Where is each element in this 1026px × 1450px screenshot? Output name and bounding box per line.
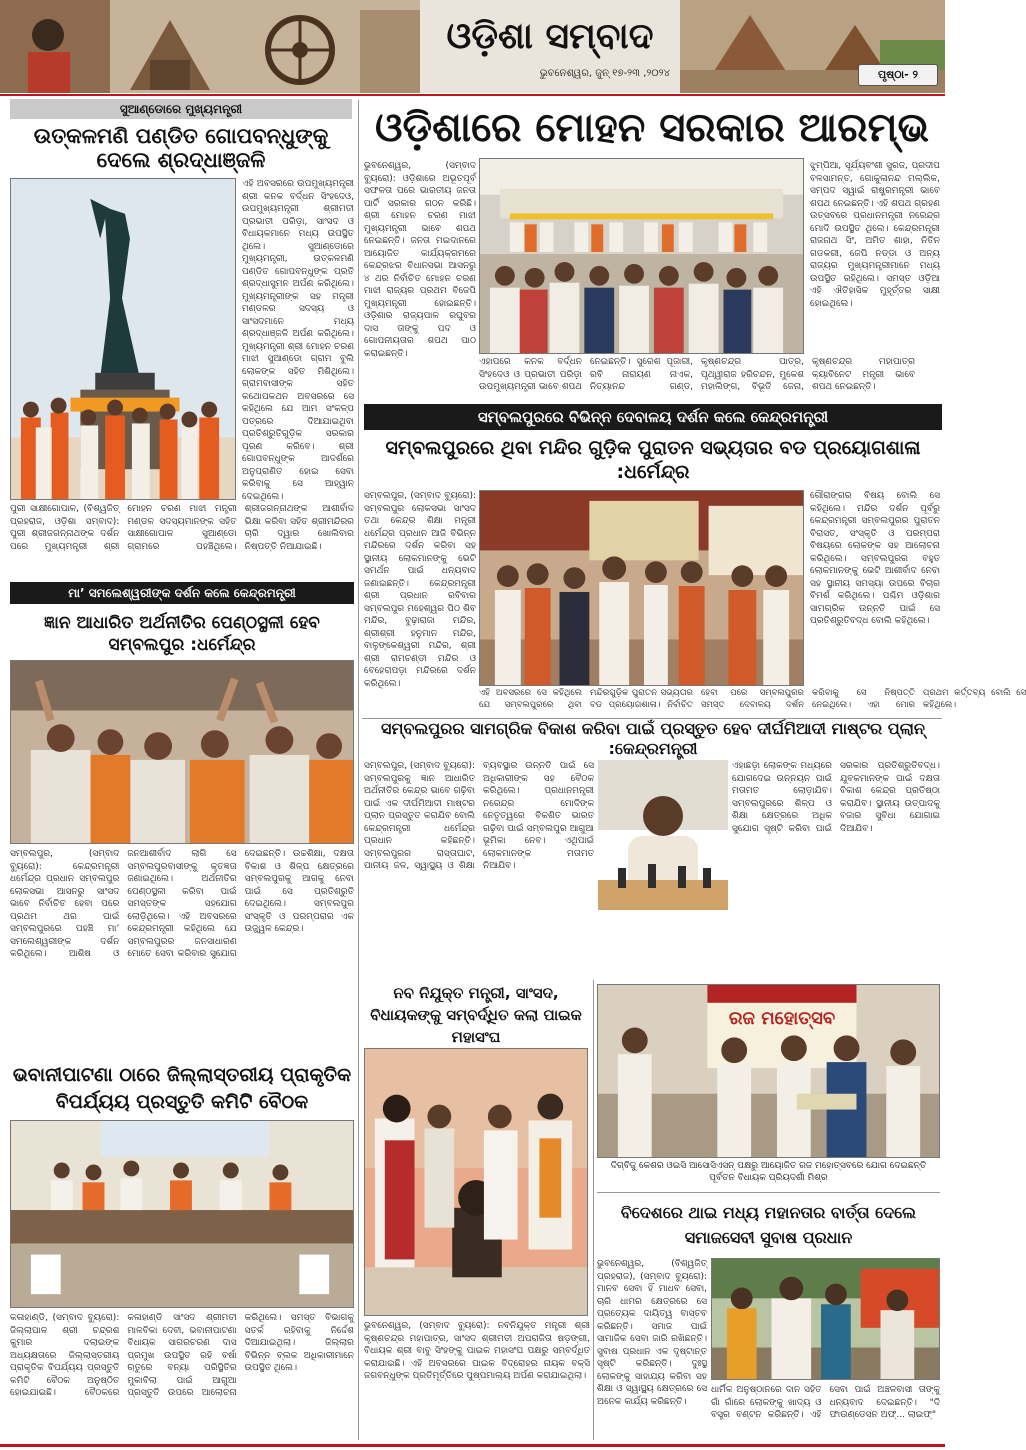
main-photo-felicitation: [364, 1048, 588, 1316]
main-body-under: ଏହାପରେ କନକ ବର୍ଦ୍ଧନ ସିଂହଦେଓ ଓ ପ୍ରଭାତୀ ପରିଡ଼ା ଉପମୁଖ୍ୟମନ୍ତ୍ରୀ ଭାବେ ଶପଥ ନେଇଛନ୍ତି। ସୁରେଶ ପୂଜାରୀ, ରବି ନାରାୟଣ ନାଏକ, ନିତ୍ୟାନନ୍ଦ ଗଣ୍ଡ, କୃଷ୍ଣଚନ୍ଦ୍ର ପାତ୍ର, ପୃଥ୍ୱୀରାଜ ହରିଚନ୍ଦନ, ମୁକେଶ ମହାଲିଙ୍ଗ, ବିଭୂତି ଜେନା, କୃଷ୍ଣଚନ୍ଦ୍ର ମହାପାତ୍ର କ୍ୟାବିନେଟ ମନ୍ତ୍ରୀ ଭାବେ ଶପଥ ନେଇଛନ୍ତି।: [479, 357, 915, 392]
right-photo-social-worker: [711, 1258, 940, 1380]
main-photo-minister: [598, 760, 728, 978]
left-headline2: ଜ୍ଞାନ ଆଧାରିତ ଅର୍ଥନୀତିର ପେଣ୍ଠସ୍ଥଳୀ ହେବ ସମ୍ବଲପୁର :ଧର୍ମେନ୍ଦ୍ର: [44, 613, 320, 655]
column-divider-left: [358, 100, 359, 1440]
masthead-title: ଓଡ଼ିଶା ସମ୍ବାଦ: [446, 14, 654, 57]
left-body3: ସମ୍ବଲପୁର, (ସମ୍ବାଦ ବ୍ୟୁରୋ): କେନ୍ଦ୍ରମନ୍ତ୍ରୀ ଧର୍ମେନ୍ଦ୍ର ପ୍ରଧାନ ସମ୍ବଲପୁର ଲୋକସଭା ଆସନରୁ ସାଂସଦ ଭାବେ ନିର୍ବାଚିତ ହେବା ପରେ ପ୍ରଥମ ଥର ପାଇଁ ସମ୍ବଲପୁରରେ ପହଞ୍ଚି ମା’ ସମଲେଶ୍ୱରୀଙ୍କ ଦର୍ଶନ କରିଥିଲେ। ଆଶିଷ ଓ ଜନଆଶୀର୍ବାଦ ଲାଗି ସେ ସମ୍ବଲପୁରବାସୀଙ୍କୁ କୃତଜ୍ଞତା ଜଣାଇଥିଲେ। ଅର୍ଥନୀତିର ପେଣ୍ଠସ୍ଥଳୀ କରିବା ପାଇଁ ସମସ୍ତଙ୍କ ସହଯୋଗ ଲୋଡ଼ିଥିଲେ। ଏହି ଅବସରରେ କେନ୍ଦ୍ରମନ୍ତ୍ରୀ କହିଥିଲେ ଯେ ସମ୍ବଲପୁରର ଜନସାଧାରଣ ମୋତେ ସେବା କରିବାର ସୁଯୋଗ ଦେଇଛନ୍ତି। ଉଚ୍ଚଶିକ୍ଷା, ଦକ୍ଷତା ବିକାଶ ଓ ଶିଳ୍ପ କ୍ଷେତ୍ରରେ ସମ୍ବଲପୁରକୁ ଆଗକୁ ନେବା ପାଇଁ ସେ ପ୍ରତିଶ୍ରୁତି ଦେଇଥିଲେ। ସମ୍ବଲପୁର ସଂସ୍କୃତି ଓ ପରମ୍ପରାର ଏକ ଉଜ୍ଜ୍ୱଳ କେନ୍ଦ୍ର।: [10, 849, 354, 959]
left-headline3: ଭବାନୀପାଟଣା ଠାରେ ଜିଲ୍ଲାସ୍ତରୀୟ ପ୍ରାକୃତିକ ବିପର୍ଯ୍ୟୟ ପ୍ରସ୍ତୁତି କମିଟି ବୈଠକ: [12, 1064, 352, 1113]
left-photo-statue: [10, 178, 236, 500]
main-body2-right: ଗୌରାଙ୍ଗର ବିଷୟ ବୋଲି ସେ କହିଥିଲେ। ମନ୍ଦିର ଦର୍ଶନ ପୂର୍ବରୁ କେନ୍ଦ୍ରମନ୍ତ୍ରୀ ସମ୍ବଲପୁରର ପୁରାତନ ବିରାସତ, ସଂସ୍କୃତି ଓ ପରମ୍ପରା ବିଷୟରେ ଲୋକଙ୍କ ସହ ଆଲୋଚନା କରିଥିଲେ। ସମ୍ବଲପୁରର ବହୁତ ଲୋକମାନଙ୍କୁ ଭେଟି ଆଶୀର୍ବାଦ ନେବା ସହ ସ୍ଥାନୀୟ ସମସ୍ୟା ଉପରେ ବିଚାର ବିମର୍ଶ କରିଥିଲେ। ପଶ୍ଚିମ ଓଡ଼ିଶାର ସାମଗ୍ରିକ ଉନ୍ନତି ପାଇଁ ସେ ପ୍ରତିଶ୍ରୁତିବଦ୍ଧ ବୋଲି କହିଥିଲେ।: [810, 491, 940, 626]
main-body3-right: ଏହାଛଡ଼ା ଲୋକଙ୍କ ମଧ୍ୟରେ ଯୋଗଦେଇ ଉନ୍ନୟନ ପାଇଁ ମତାମତ ଲୋଡ଼ାଯିବ। ସମ୍ବଲପୁରରେ ଶିଳ୍ପ ଓ ଶିକ୍ଷା କ୍ଷେତ୍ରରେ ଅଧିକ ସୁଯୋଗ ସୃଷ୍ଟି କରିବା ପାଇଁ ସରକାର ପ୍ରତିଶ୍ରୁତିବଦ୍ଧ। ଯୁବକମାନଙ୍କ ପାଇଁ ଦକ୍ଷତା ବିକାଶ କେନ୍ଦ୍ର ପ୍ରତିଷ୍ଠା କରାଯିବ। ସ୍ଥାନୀୟ ଉତ୍ପାଦକୁ ବଜାର ସୁବିଧା ଯୋଗାଇ ଦିଆଯିବ।: [732, 761, 940, 834]
main-body-right: ଝୁମ୍ପିଆ, ସୂର୍ଯ୍ୟବଂଶୀ ସୁରଜ, ପ୍ରଦୀପ ବଳସାମନ୍ତ, ଗୋକୁଳାନନ୍ଦ ମଲ୍ଲିକ, ସମ୍ପଦ ସ୍ୱାଇଁ ରାଷ୍ଟ୍ରମନ୍ତ୍ରୀ ଭାବେ ଶପଥ ନେଇଛନ୍ତି। ଏହି ଶପଥ ଗ୍ରହଣ ଉତ୍ସବରେ ପ୍ରଧାନମନ୍ତ୍ରୀ ନରେନ୍ଦ୍ର ମୋଦି ଉପସ୍ଥିତ ଥିଲେ। କେନ୍ଦ୍ରମନ୍ତ୍ରୀ ରାଜନାଥ ସିଂ, ଅମିତ ଶାହା, ନିତିନ ଗଡକରୀ, ଜେପି ନଡ୍ଡା ଓ ଅନ୍ୟ ରାଜ୍ୟର ମୁଖ୍ୟମନ୍ତ୍ରୀମାନେ ମଧ୍ୟ ଉପସ୍ଥିତ ରହିଥିଲେ। ସମସ୍ତ ଓଡ଼ିଆ ଏହି ଐତିହାସିକ ମୁହୂର୍ତ୍ତର ସାକ୍ଷୀ ହୋଇଥିଲେ।: [810, 161, 940, 309]
left-photo-crowd: [10, 660, 354, 844]
main-photo-temple: [479, 490, 804, 686]
left-photo-meeting: [10, 1120, 354, 1308]
page-number-badge: ପୃଷ୍ଠା- ୨: [858, 64, 938, 86]
left-body: ଏହି ଅବସରରେ ଉପମୁଖ୍ୟମନ୍ତ୍ରୀ ଶ୍ରୀ କନକ ବର୍ଦ୍ଧନ ସିଂହଦେଓ, ଉପମୁଖ୍ୟମନ୍ତ୍ରୀ ଶ୍ରୀମତୀ ପ୍ରଭାତୀ ପରିଡ଼ା, ସାଂସଦ ଓ ବିଧାୟକମାନେ ମଧ୍ୟ ଉପସ୍ଥିତ ଥିଲେ। ସୁଆଣ୍ଡୋରେ ମୁଖ୍ୟମନ୍ତ୍ରୀ, ଉତ୍କଳମଣି ପଣ୍ଡିତ ଗୋପବନ୍ଧୁଙ୍କ ପ୍ରତି ଶ୍ରଦ୍ଧାସୁମନ ଅର୍ପଣ କରିଥିଲେ। ମୁଖ୍ୟମନ୍ତ୍ରୀଙ୍କ ସହ ମନ୍ତ୍ରୀ ମଣ୍ଡଳର ସଦସ୍ୟ ଓ ସାଂସଦମାନେ ମଧ୍ୟ ଶ୍ରଦ୍ଧାଞ୍ଜଳି ଅର୍ପଣ କରିଥିଲେ। ମୁଖ୍ୟମନ୍ତ୍ରୀ ଶ୍ରୀ ମୋହନ ଚରଣ ମାଝୀ ସୁଆଣ୍ଡୋ ଗ୍ରାମ ବୁଲି ଲୋକଙ୍କ ସହିତ ମିଶିଥିଲେ। ଗ୍ରାମବାସୀଙ୍କ ସହିତ କଥୋପକଥନ ଅବସରରେ ସେ କହିଥିଲେ ଯେ ଆମ ସଂକଳ୍ପ ପତ୍ରରେ ଦିଆଯାଇଥିବା ପ୍ରତିଶ୍ରୁତିଗୁଡ଼ିକ ସରକାର ପୂରଣ କରିବେ। ଶ୍ରୀ ଗୋପବନ୍ଧୁଙ୍କ ଆଦର୍ଶରେ ଅନୁପ୍ରାଣିତ ହୋଇ ସେବା କରିବାକୁ ସେ ଆହ୍ୱାନ ଦେଇଥିଲେ।: [242, 179, 354, 502]
main-body-left: ଭୁବନେଶ୍ୱର, (ସମ୍ବାଦ ବ୍ୟୁରୋ): ଓଡ଼ିଶାରେ ଅଭୂତପୂର୍ବ ସଫଳତା ପରେ ଭାରତୀୟ ଜନତା ପାର୍ଟି ସରକାର ଗଠନ କରିଛି। ଶ୍ରୀ ମୋହନ ଚରଣ ମାଝୀ ମୁଖ୍ୟମନ୍ତ୍ରୀ ଭାବେ ଶପଥ ନେଇଛନ୍ତି। ଜନତା ମଇଦାନରେ ଆୟୋଜିତ କାର୍ଯ୍ୟକ୍ରମରେ କେନ୍ଦ୍ରଝର ବିଧାନସଭା ଆସନରୁ ୪ ଥର ନିର୍ବାଚିତ ମୋହନ ଚରଣ ମାଝୀ ରାଜ୍ୟର ପ୍ରଥମ ବିଜେପି ମୁଖ୍ୟମନ୍ତ୍ରୀ ହୋଇଛନ୍ତି। ଓଡ଼ିଶାର ରାଜ୍ୟପାଳ ରଘୁବର ଦାସ ତାଙ୍କୁ ପଦ ଓ ଗୋପନୀୟତାର ଶପଥ ପାଠ କରାଇଛନ୍ତି।: [364, 161, 476, 359]
main-headline3: ସମ୍ବଲପୁରର ସାମଗ୍ରିକ ବିକାଶ କରିବା ପାଇଁ ପ୍ରସ୍ତୁତ ହେବ ଦୀର୍ଘମିଆଦୀ ମାଷ୍ଟର ପ୍ଲାନ୍ :କେନ୍ଦ୍ରମନ୍ତ୍ରୀ: [381, 719, 925, 758]
column-divider-right-bottom: [593, 980, 594, 1440]
main-headline2: ସମ୍ବଲପୁରରେ ଥିବା ମନ୍ଦିର ଗୁଡ଼ିକ ପୁରାତନ ସଭ୍ୟତାର ବଡ ପ୍ରୟୋଗଶାଳା :ଧର୍ମେନ୍ଦ୍ର: [385, 437, 921, 483]
right-photo-caption: ଦିଗ୍ବିଜୁ କେଶର ଓଇସି ଆସୋସିଏସନ୍ ପକ୍ଷରୁ ଆୟୋଜିତ ରଜ ମହୋତ୍ସବରେ ଯୋଗ ଦେଇଛନ୍ତି ପୂର୍ବତନ ବିଧାୟକ ପ୍ରିୟଦର୍ଶୀ ମିଶ୍ର: [610, 1161, 927, 1183]
right-body-under: ଧାର୍ମିକ ଅନୁଷ୍ଠାନରେ ଦାନ ସହିତ ଗାଁ ଗାଁରେ ଲୋକଙ୍କୁ ଖାଦ୍ୟ ଓ ବସ୍ତ୍ର ବଣ୍ଟନ କରିଛନ୍ତି। ଏହି ସେବା ପାଇଁ ଅଞ୍ଚଳବାସୀ ତାଙ୍କୁ ଧନ୍ୟବାଦ ଦେଇଛନ୍ତି। "ଦି ଫାଉଣ୍ଡେସନ ଅଫ୍... ଲାଇଫ୍": [711, 1385, 940, 1420]
masthead-date: ଭୁବନେଶ୍ୱର, ଜୁନ୍ ୧୭-୨୩ ,୨୦୨୪: [539, 68, 670, 79]
left-kicker2: ମା’ ସମଲେଶ୍ୱରୀଙ୍କ ଦର୍ଶନ କଲେ କେନ୍ଦ୍ରମନ୍ତ୍ରୀ: [10, 582, 354, 604]
main-body2-left: ସମ୍ବଲପୁର, (ସମ୍ବାଦ ବ୍ୟୁରୋ): ସମ୍ବଲପୁର ଲୋକସଭା ସାଂସଦ ତଥା କେନ୍ଦ୍ର ଶିକ୍ଷା ମନ୍ତ୍ରୀ ଧର୍ମେନ୍ଦ୍ର ପ୍ରଧାନ ଆଜି ବିଭିନ୍ନ ମନ୍ଦିରରେ ଦର୍ଶନ କରିବା ସହ ସ୍ଥାନୀୟ ଲୋକମାନଙ୍କୁ ଭେଟି ସମର୍ଥନ ପାଇଁ ଧନ୍ୟବାଦ ଜଣାଇଛନ୍ତି। କେନ୍ଦ୍ରମନ୍ତ୍ରୀ ଶ୍ରୀ ପ୍ରଧାନ ରବିବାର ସମ୍ବଲପୁର ମହେଶ୍ୱର ପିଠ ଶିବ ମନ୍ଦିର, ବୁଢ଼ାରାଜା ମନ୍ଦିର, ଶ୍ରୀଶ୍ରୀ ହନୁମାନ ମନ୍ଦିର, ବାଳୁଙ୍କେଶ୍ୱରୀ ମନ୍ଦିର, ଶ୍ରୀ ଶ୍ରୀ ରାମଚଣ୍ଡୀ ମନ୍ଦିର ଓ ବେହେରାପଡ଼ା ମନ୍ଦିରରେ ଦର୍ଶନ କରିଥିଲେ।: [364, 491, 476, 689]
right-body: ଭୁବନେଶ୍ୱର, (ବିଶ୍ୱଜିତ୍ ପ୍ରହରାଜ), (ସମ୍ବାଦ ବ୍ୟୁରୋ): ମାନବ ସେବା ହିଁ ମାଧବ ସେବା, ଚାରି ଧାମର କ୍ଷେତ୍ରରେ ସେ ପ୍ରତ୍ୟେକ ଦାୟିତ୍ୱ ବାସ୍ତବ କରିଛନ୍ତି। ସମାଜ ପାଇଁ ସାମାଜିକ ସେବା ଜାରି ରଖିଛନ୍ତି। ସୁବାଷ ପ୍ରଧାନ ଏକ ଦୃଷ୍ଟାନ୍ତ ସୃଷ୍ଟି କରିଛନ୍ତି। ଦୁଃସ୍ଥ ଲୋକଙ୍କୁ ସାହାଯ୍ୟ କରିବା ସହ ଶିକ୍ଷା ଓ ସ୍ୱାସ୍ଥ୍ୟ କ୍ଷେତ୍ରରେ ସେ ଅନେକ କାର୍ଯ୍ୟ କରିଛନ୍ତି।: [597, 1259, 707, 1407]
main-headline: ଓଡ଼ିଶାରେ ମୋହନ ସରକାର ଆରମ୍ଭ: [374, 105, 930, 151]
divider-right: [597, 1192, 940, 1193]
masthead: [0, 0, 945, 93]
main-body3-left: ସମ୍ବଲପୁର, (ସମ୍ବାଦ ବ୍ୟୁରୋ): ସମ୍ବଲପୁରକୁ ଜ୍ଞାନ ଆଧାରିତ ଅର୍ଥନୀତିର କେନ୍ଦ୍ର ଭାବେ ଗଢ଼ିବା ପାଇଁ ଏକ ଦୀର୍ଘମିଆଦୀ ମାଷ୍ଟର ପ୍ଲାନ ପ୍ରସ୍ତୁତ କରାଯିବ ବୋଲି କେନ୍ଦ୍ରମନ୍ତ୍ରୀ ଧର୍ମେନ୍ଦ୍ର ପ୍ରଧାନ କହିଛନ୍ତି। ସମ୍ବଲପୁରର ରାସ୍ତାଘାଟ, ପାନୀୟ ଜଳ, ସ୍ୱାସ୍ଥ୍ୟ ଓ ଶିକ୍ଷା ବ୍ୟବସ୍ଥାର ଉନ୍ନତି ପାଇଁ ସେ ଅଧିକାରୀଙ୍କ ସହ ବୈଠକ କରିଥିଲେ। ପ୍ରଧାନମନ୍ତ୍ରୀ ନରେନ୍ଦ୍ର ମୋଦିଙ୍କ ନେତୃତ୍ୱରେ ବିକଶିତ ଭାରତ ଗଢ଼ିବା ପାଇଁ ସମ୍ବଲପୁର ଆଗୁଆ ଭୂମିକା ନେବ। ଏଥିପାଇଁ ଲୋକମାନଙ୍କ ମତାମତ ନିଆଯିବ।: [364, 761, 594, 871]
masthead-rule: [0, 94, 945, 96]
left-body2: ପୁରୀ ସାକ୍ଷୀଗୋପାଳ, (ବିଶ୍ୱଜିତ୍ ପ୍ରହରାଜ, ଓଡ଼ିଶା ସମ୍ବାଦ): ପୁରୀ ଶ୍ରୀଜଗନ୍ନାଥଙ୍କ ଦର୍ଶନ ପରେ ମୁଖ୍ୟମନ୍ତ୍ରୀ ଶ୍ରୀ ମୋହନ ଚରଣ ମାଝୀ ମନ୍ତ୍ରୀ ମଣ୍ଡଳ ସଦସ୍ୟମାନଙ୍କ ସହିତ ସାକ୍ଷୀଗୋପାଳ ସୁଆଣ୍ଡୋ ଗ୍ରାମରେ ପହଞ୍ଚିଥିଲେ। ଶ୍ରୀଜଗନ୍ନାଥଙ୍କ ଆଶୀର୍ବାଦ ଭିକ୍ଷା କରିବା ସହିତ ଶ୍ରୀମନ୍ଦିରର ଚାରି ଦ୍ୱାର ଖୋଲିବାର ନିଷ୍ପତ୍ତି ନିଆଯାଇଛି।: [10, 504, 354, 552]
main-photo-swearing-in: [479, 158, 804, 354]
left-kicker: ସୁଆଣ୍ଡୋରେ ମୁଖ୍ୟମନ୍ତ୍ରୀ: [10, 99, 352, 119]
main-body4: ଭୁବନେଶ୍ୱର, (ସମ୍ବାଦ ବ୍ୟୁରୋ): ନବନିଯୁକ୍ତ ମନ୍ତ୍ରୀ ଶ୍ରୀ କୃଷ୍ଣଚନ୍ଦ୍ର ମହାପାତ୍ର, ସାଂସଦ ଶ୍ରୀମତୀ ଅପରାଜିତା ଷଡ଼ଙ୍ଗୀ, ବିଧାୟକ ଶ୍ରୀ ବାବୁ ସିଂହଙ୍କୁ ପାଇକ ମହାସଂଘ ପକ୍ଷରୁ ସମ୍ବର୍ଦ୍ଧିତ କରାଯାଇଛି। ଏହି ଅବସରରେ ପାଇକ ବିଦ୍ରୋହର ନାୟକ ବକ୍ସି ଜଗବନ୍ଧୁଙ୍କ ପ୍ରତିମୂର୍ତ୍ତିରେ ପୁଷ୍ପମାଲ୍ୟ ଅର୍ପଣ କରାଯାଇଥିଲା।: [364, 1321, 590, 1381]
raja-banner-text: ରଜ ମହୋତ୍ସବ: [728, 1008, 836, 1029]
right-headline: ବିଦେଶରେ ଥାଇ ମଧ୍ୟ ମହାନତାର ବାର୍ତ୍ତା ଦେଲେ ସମାଜସେବୀ ସୁବାଷ ପ୍ରଧାନ: [620, 1203, 917, 1247]
main-body2-under: ଏହି ଅବସରରେ ସେ କହିଥିଲେ ଯେ ସମ୍ବଲପୁରରେ ଥିବା ମନ୍ଦିରଗୁଡ଼ିକ ପୁରାତନ ସଭ୍ୟତାର ବଡ ପ୍ରୟୋଗଶାଳା। ନିର୍ବାଚିତ ହେବା ପରେ ସମ୍ବଲପୁରର ସମସ୍ତ ଦେବାଳୟ ଦର୍ଶନ କରିବାକୁ ସେ ନିଷ୍ପତ୍ତି ନେଇଥିଲେ। ଏହା ମୋର ପ୍ରଥମ କର୍ତ୍ତବ୍ୟ ବୋଲି ସେ କହିଥିଲେ।: [479, 688, 1026, 710]
main-headline4: ନବ ନିଯୁକ୍ତ ମନ୍ତ୍ରୀ, ସାଂସଦ, ବିଧାୟକଙ୍କୁ ସମ୍ବର୍ଦ୍ଧିତ କଲା ପାଇକ ମହାସଂଘ: [370, 984, 582, 1046]
left-body4: କଳାହାଣ୍ଡି, (ସମ୍ବାଦ ବ୍ୟୁରୋ): ଜିଲ୍ଲାପାଳ ଶ୍ରୀ ଚନ୍ଦ୍ରଶ କୁମାର ଦଲାଇଙ୍କ ଅଧ୍ୟକ୍ଷତାରେ ଜିଲ୍ଲାସ୍ତରୀୟ ପ୍ରାକୃତିକ ବିପର୍ଯ୍ୟୟ ପ୍ରସ୍ତୁତି କମିଟି ବୈଠକ ଅନୁଷ୍ଠିତ ହୋଇଯାଇଛି। ବୈଠକରେ କଳାହାଣ୍ଡି ସାଂସଦ ଶ୍ରୀମତୀ ମାଳବିକା ଦେବୀ, ଭବାନୀପାଟଣା ବିଧାୟକ ସାଗରଚରଣ ଦାସ ପ୍ରମୁଖ ଉପସ୍ଥିତ ରହି ବର୍ଷା ଋତୁରେ ବନ୍ୟା ପରିସ୍ଥିତିର ମୁକାବିଲା ପାଇଁ ଆଗୁଆ ପ୍ରସ୍ତୁତି ଉପରେ ଆଲୋଚନା କରିଥିଲେ। ସମସ୍ତ ବିଭାଗକୁ ସତର୍କ ରହିବାକୁ ନିର୍ଦ୍ଦେଶ ଦିଆଯାଇଥିଲା। ଜିଲ୍ଲାର ବିଭିନ୍ନ ବ୍ଲକ ଅଧିକାରୀମାନେ ଉପସ୍ଥିତ ଥିଲେ।: [10, 1313, 354, 1398]
main-kicker: ସମ୍ବଲପୁରରେ ବିଭିନ୍ନ ଦେବାଳୟ ଦର୍ଶନ କଲେ କେନ୍ଦ୍ରମନ୍ତ୍ରୀ: [364, 404, 942, 430]
footer-rule: [0, 1444, 945, 1447]
left-headline: ଉତ୍କଳମଣି ପଣ୍ଡିତ ଗୋପବନ୍ଧୁଙ୍କୁ ଦେଲେ ଶ୍ରଦ୍ଧାଞ୍ଜଳି: [33, 124, 329, 172]
masthead-photo-left: [0, 0, 420, 93]
